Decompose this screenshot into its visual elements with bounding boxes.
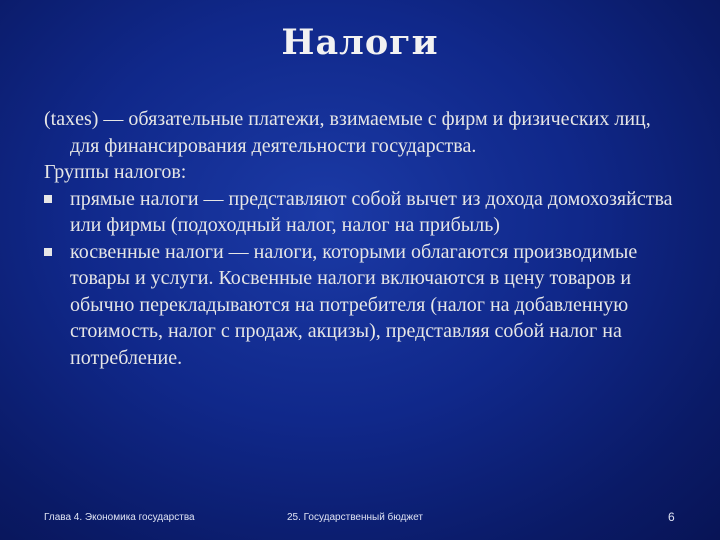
square-bullet-icon [44,195,52,203]
footer-chapter: Глава 4. Экономика государства [44,512,195,523]
footer-section: 25. Государственный бюджет [287,512,423,523]
list-item-text: прямые налоги — представляют собой вычет из дохода домохозяйства или фирмы (подоходный налог, налог на прибыль) [70,187,673,236]
slide-title: Налоги [281,22,439,63]
list-item [44,239,684,372]
page-number: 6 [668,510,675,524]
definition-text: (taxes) — обязательные платежи, взимаемые с фирм и физических лиц, для финансирования деятельности государства. [44,108,651,157]
slide-body [44,106,684,371]
groups-heading: Группы налогов: [44,161,187,183]
list-item-text: косвенные налоги — налоги, которыми облагаются производимые товары и услуги. Косвенные налоги включаются в цену товаров и обычно перекладываются на потребителя (налог на добавленную стоимость, налог с продаж, акцизы), представляя собой налог на потребление. [70,240,638,369]
square-bullet-icon [44,248,52,256]
list-item [44,186,684,239]
